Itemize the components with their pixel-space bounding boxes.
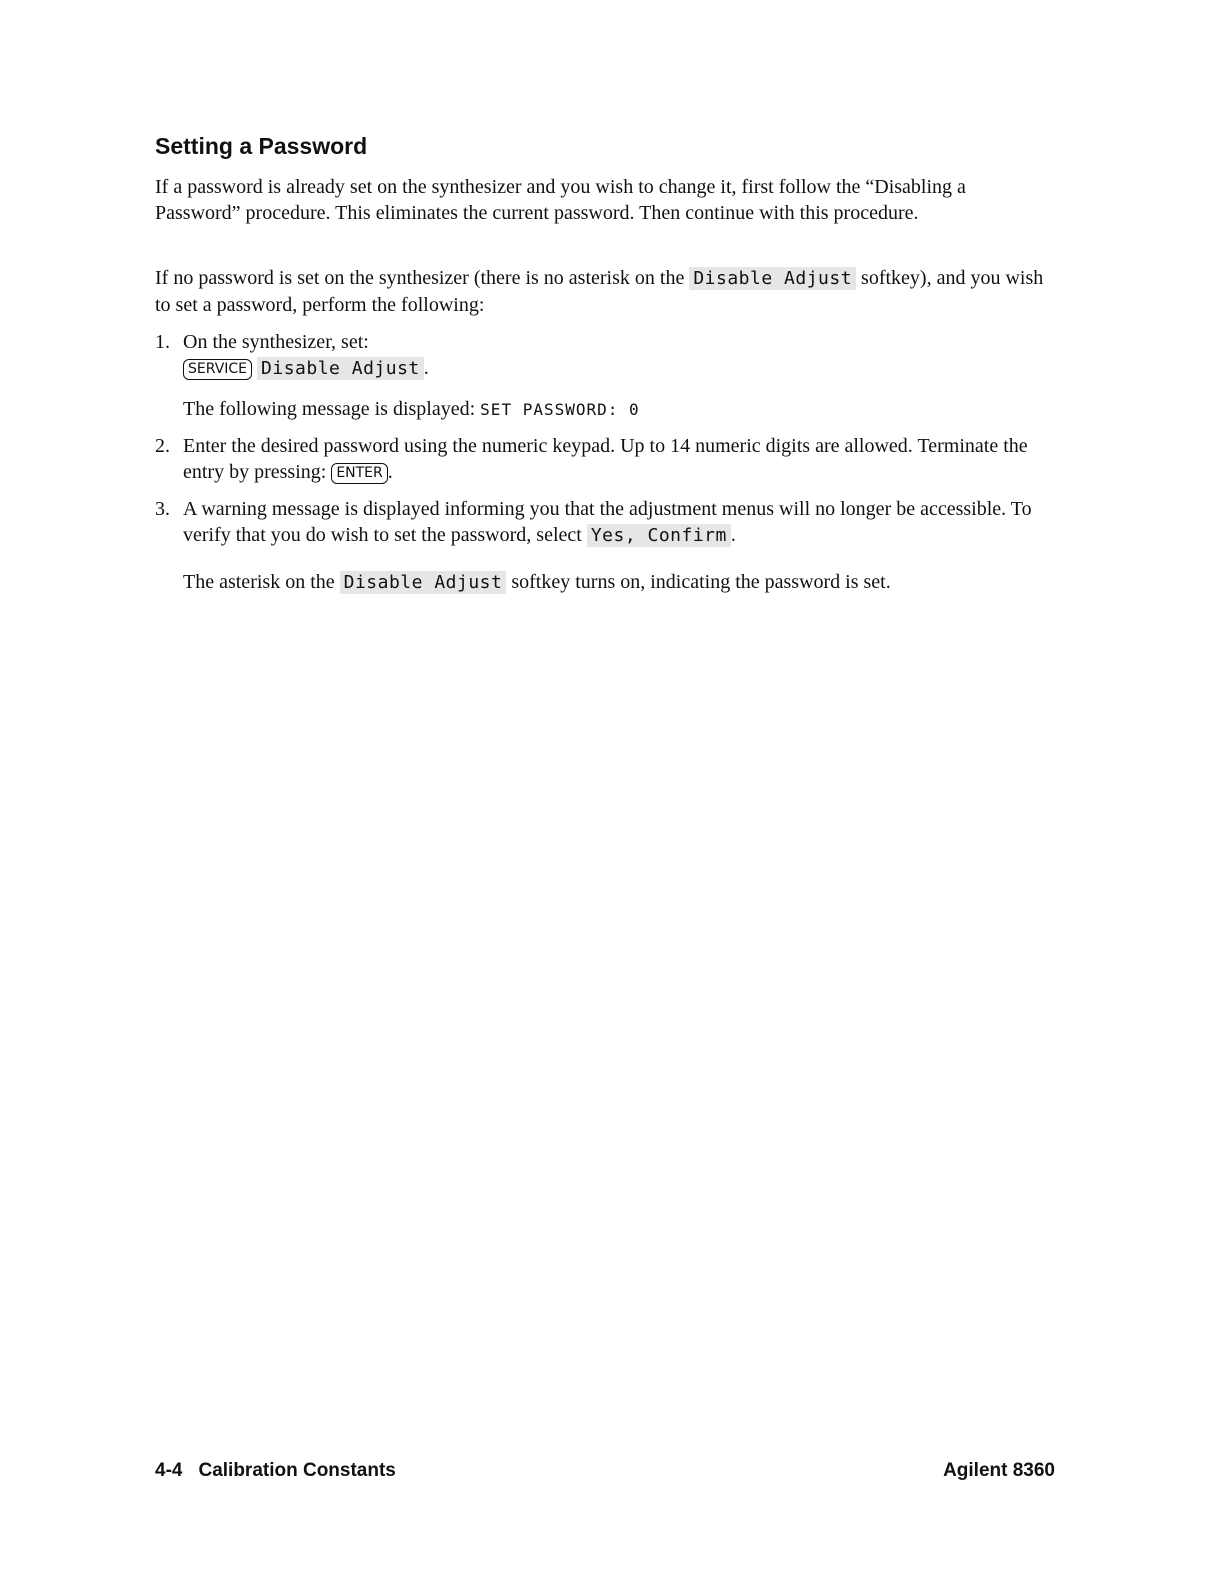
softkey-disable-adjust: Disable Adjust <box>340 571 507 594</box>
page-number: 4-4 <box>155 1460 183 1481</box>
softkey-disable-adjust: Disable Adjust <box>257 357 424 380</box>
section-heading: Setting a Password <box>155 133 368 159</box>
hardkey-enter: ENTER <box>331 463 387 484</box>
step-2-body: Enter the desired password using the numeric keypad. Up to 14 numeric digits are allowed. Terminate the entry by pressing: <box>183 435 1028 483</box>
message-label: The following message is displayed: <box>183 398 481 420</box>
step-number: 2. <box>155 435 170 457</box>
note-after: softkey turns on, indicating the password is set. <box>506 571 891 593</box>
step-2-text <box>183 433 1055 485</box>
step-1-intro: On the synthesizer, set: <box>183 331 369 353</box>
precondition-paragraph <box>155 265 1055 318</box>
hardkey-service: SERVICE <box>183 359 252 380</box>
step-3-end: . <box>730 524 736 546</box>
step-1-text <box>183 329 1055 382</box>
step-3-note <box>183 569 891 596</box>
paragraph2-before: If no password is set on the synthesizer (there is no asterisk on the <box>155 267 690 289</box>
softkey-disable-adjust: Disable Adjust <box>689 267 856 290</box>
step-2-end: . <box>387 461 393 483</box>
softkey-yes-confirm: Yes, Confirm <box>587 524 731 547</box>
intro-paragraph: If a password is already set on the synthesizer and you wish to change it, first follow the “Disabling a Password” procedure. This eliminates the current password. Then continue with this procedure. <box>155 176 966 224</box>
note-before: The asterisk on the <box>183 571 340 593</box>
step-3-body: A warning message is displayed informing you that the adjustment menus will no longer be accessible. To verify that you do wish to set the password, select <box>183 498 1032 546</box>
display-message: SET PASSWORD: 0 <box>480 400 640 419</box>
footer-product: Agilent 8360 <box>943 1460 1055 1481</box>
paragraph2-after: softkey), and you wish to set a password, perform the following: <box>155 267 1044 316</box>
step-1-end: . <box>423 357 429 379</box>
step-number: 1. <box>155 331 170 353</box>
chapter-title: Calibration Constants <box>198 1460 396 1481</box>
step-number: 3. <box>155 498 170 520</box>
footer-left <box>155 1460 396 1482</box>
step-1-message <box>183 396 640 423</box>
step-3-text <box>183 496 1055 549</box>
